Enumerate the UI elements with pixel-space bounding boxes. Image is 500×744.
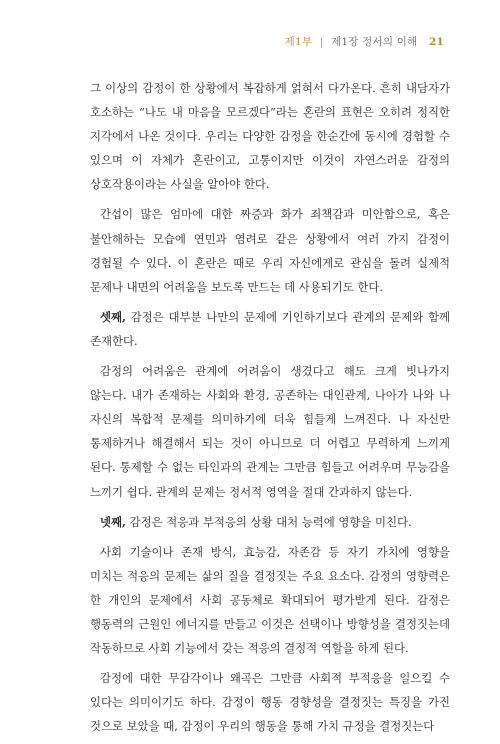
header-separator: | [319,36,324,48]
part-label: 제1부 [284,36,313,48]
paragraph [90,666,450,738]
paragraph [90,359,450,504]
paragraph [90,305,450,353]
running-header [285,34,444,49]
paragraph [90,76,450,196]
paragraph-text: 그 이상의 감정이 한 상황에서 복잡하게 얽혀서 다가온다. 흔히 내담자가 호소하는 “나도 내 마음을 모르겠다”라는 혼란의 표현은 오히려 정직한 지각에서 나온 것이다. 우리는 다양한 감정을 한순간에 동시에 경험할 수 있으며 이 자체가 혼란이고, 고통이지만 이것이 자연스러운 감정의 상호작용이라는 사실을 알아야 한다. [90,81,450,192]
paragraph-text: 사회 기술이나 존재 방식, 효능감, 자존감 등 자기 가치에 영향을 미치는 적응의 문제는 삶의 질을 결정짓는 주요 요소다. 감정의 영향력은 한 개인의 문제에서 사회 공동체로 확대되어 평가받게 된다. 감정은 행동력의 근원인 에너지를 만들고 이것은 선택이나 방향성을 결정짓는데 작동하므로 사회 기능에서 갖는 적응의 결정적 역할을 하게 된다. [90,544,450,656]
chapter-title: 제1장 정서의 이해 [331,36,418,48]
page-body [90,76,450,744]
paragraph-text: 감정은 대부분 나만의 문제에 기인하기보다 관계의 문제와 함께 존재한다. [90,309,450,348]
paragraph-text: 감정에 대한 무감각이나 왜곡은 그만큼 사회적 부적응을 일으킬 수 있다는 의미이기도 하다. 감정이 행동 경향성을 결정짓는 특징을 가진 것으로 보았을 때, 감정이 우리의 행동을 통해 가치 규정을 결정짓는다 [90,671,450,734]
paragraph [90,202,450,298]
paragraph-lead: 넷째, [100,514,126,529]
paragraph-text: 감정은 적응과 부적응의 상황 대처 능력에 영향을 미친다. [125,514,412,529]
paragraph [90,510,450,534]
page-number: 21 [428,36,444,48]
paragraph-lead: 셋째, [100,309,126,324]
paragraph-text: 감정의 어려움은 관계에 어려움이 생겼다고 해도 크게 빗나가지 않는다. 내가 존재하는 사회와 환경, 공존하는 대인관계, 나아가 나와 나 자신의 복합적 문제를 의미하기에 더욱 힘들게 느껴진다. 나 자신만 통제하거나 해결해서 되는 것이 아니므로 더 어렵고 무력하게 느끼게 된다. 통제할 수 없는 타인과의 관계는 그만큼 힘들고 어려우며 무능감을 느끼기 쉽다. 관계의 문제는 정서적 영역을 절대 간과하지 않는다. [90,364,450,499]
paragraph-text: 간섭이 많은 엄마에 대한 짜증과 화가 죄책감과 미안함으로, 혹은 불안해하는 모습에 연민과 염려로 같은 상황에서 여러 가지 감정이 경험될 수 있다. 이 혼란은 때로 우리 자신에게로 관심을 돌려 실제적 문제나 내면의 어려움을 보도록 만드는 데 사용되기도 한다. [90,207,450,294]
paragraph [90,540,450,660]
